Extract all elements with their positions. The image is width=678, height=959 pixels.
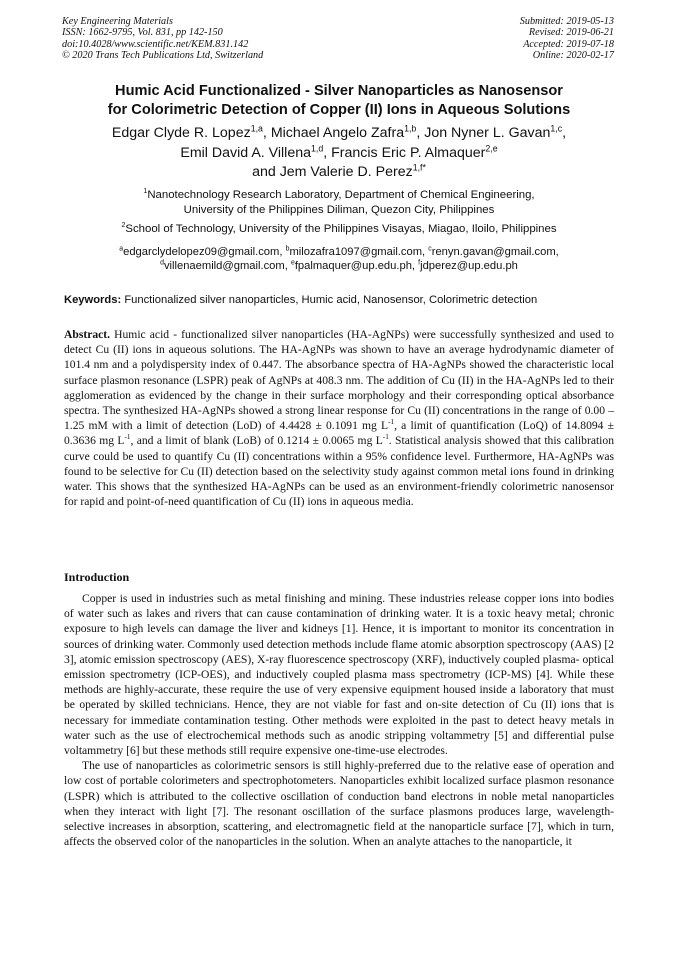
abstract-text-4: . Statistical analysis showed that this calibration curve could be used to quantify Cu (II) concentrations within a 95% confidence level. Furthermore, HA-AgNPs was found to be selective for Cu (II) detection based on the selectivity study against common metal ions found in drinking water. This shows that the synthesized HA-AgNPs can be used as an environment-friendly colorimetric nanosensor for rapid and point-of-need quantification of Cu (II) ions in aqueous media.	[64, 434, 614, 509]
abstract-text-2: , a limit of quantification (LoQ) of 14.8094 ± 0.3636 mg L	[64, 419, 614, 448]
paper-title	[40, 82, 638, 119]
abstract-section	[64, 327, 614, 509]
author-affiliation-mark: 1,f*	[412, 162, 426, 173]
email-link[interactable]: villenaemild@gmail.com	[163, 260, 285, 272]
email-mark: a	[119, 245, 124, 253]
journal-info	[62, 16, 263, 62]
email-mark: c	[428, 245, 432, 253]
doi-line[interactable]: doi:10.4028/www.scientific.net/KEM.831.142	[62, 38, 249, 50]
email-line-2: $^d$villenaemild@gmail.com, $^e$fpalmaquer@up.edu.ph, $^f$jdperez@up.edu.ph	[160, 259, 518, 272]
email-line-1: $^a$edgarclydelopez09@gmail.com, $^b$milozafra1097@gmail.com, $^c$renyn.gavan@gmail.com,	[119, 245, 559, 258]
intro-paragraph-1: Copper is used in industries such as metal finishing and mining. These industries release copper ions into bodies of water such as lakes and rivers that can cause contamination of drinking water. It is a toxic heavy metal; chronic exposure to high levels can damage the liver and kidneys [1]. Hence, it is important to monitor its concentration in sources of drinking water. Commonly used detection methods include flame atomic absorption spectroscopy (AAS) [2 3], atomic emission spectroscopy (AES), X-ray fluorescence spectroscopy (XRF), inductively coupled plasma- optical emission spectrometry (ICP-OES), and inductively coupled plasma mass spectrometry (ICP-MS) [4]. While these methods are highly-accurate, these require the use of very expensive equipment housed inside a laboratory that must be operated by skilled technicians. Hence, they are not viable for fast and on-site detection of Cu (II) ions that is necessary for immediate contamination testing. Other methods were exploited in the past to detect heavy metals in water such as the use of electrochemical methods such as anodic stripping voltammetry [5] and differential pulse voltammetry [6] but these methods still require expensive one-time-use electrodes.	[64, 592, 614, 758]
affiliation-mark: 2	[121, 222, 126, 230]
email-mark: e	[290, 259, 295, 267]
email-link[interactable]: milozafra1097@gmail.com	[289, 246, 423, 258]
author-affiliation-mark: 1,c	[550, 123, 563, 134]
author-line-3	[40, 163, 638, 183]
introduction-heading: Introduction	[64, 570, 130, 584]
author-affiliation-mark: 1,b	[404, 123, 417, 134]
author-affiliation-mark: 2,e	[485, 142, 498, 153]
author-separator: ,	[262, 125, 271, 141]
keywords-text: Functionalized silver nanoparticles, Humic acid, Nanosensor, Colorimetric detection	[124, 294, 538, 306]
affiliation-2-line-1	[40, 222, 638, 237]
issn-line: ISSN: 1662-9795, Vol. 831, pp 142-150	[62, 27, 223, 39]
journal-name: Key Engineering Materials	[62, 16, 173, 27]
affiliation-text: Nanotechnology Research Laboratory, Department of Chemical Engineering,	[147, 189, 535, 201]
affiliation-text: School of Technology, University of the Philippines Visayas, Miagao, Iloilo, Philippines	[125, 223, 557, 235]
author-separator: ,	[416, 125, 425, 141]
email-link[interactable]: edgarclydelopez09@gmail.com	[123, 246, 280, 258]
introduction-body	[64, 591, 614, 849]
email-link[interactable]: jdperez@up.edu.ph	[420, 260, 518, 272]
affiliation-2	[40, 222, 638, 237]
author-emails	[40, 245, 638, 273]
publication-dates	[520, 16, 614, 62]
title-line-2: for Colorimetric Detection of Copper (II) Ions in Aqueous Solutions	[107, 101, 571, 118]
copyright-line: © 2020 Trans Tech Publications Ltd, Switzerland	[62, 50, 264, 62]
unit-exponent: -1	[388, 418, 395, 427]
author-name: and Jem Valerie D. Perez	[252, 164, 413, 181]
author-separator: ,	[323, 144, 332, 161]
email-mark: d	[160, 259, 164, 267]
abstract-text-3: , and a limit of blank (LoB) of 0.1214 ± 0.0065 mg L	[130, 434, 383, 448]
author-name: Emil David A. Villena	[180, 144, 311, 161]
author-name: Jon Nyner L. Gavan	[424, 125, 551, 141]
email-mark: b	[285, 245, 290, 253]
email-mark: f	[418, 259, 421, 267]
email-link[interactable]: renyn.gavan@gmail.com	[431, 246, 556, 258]
abstract-text-1: Humic acid - functionalized silver nanoparticles (HA-AgNPs) were successfully synthesized and used to detect Cu (II) ions in aqueous solutions. The HA-AgNPs was shown to have an average hydrodynamic diameter of 101.4 nm and a polydispersity index of 0.447. The absorbance spectra of HA-AgNPs showed the characteristic local surface plasmon resonance (LSPR) peak of AgNPs at 408.3 nm. The addition of Cu (II) in the HA-AgNPs led to their agglomeration as evidenced by the change in their surface morphology and their corresponding optical absorbance spectra. The synthesized HA-AgNPs showed a strong linear response for Cu (II) concentrations in the range of 0.00 – 1.25 mM with a limit of detection (LoD) of 4.4428 ± 0.1091 mg L	[64, 328, 614, 433]
author-separator: ,	[562, 125, 567, 141]
author-affiliation-mark: 1,d	[311, 142, 324, 153]
author-line-1	[40, 124, 638, 144]
author-line-2	[40, 144, 638, 164]
accepted-date: Accepted: 2019-07-18	[523, 38, 614, 50]
submitted-date: Submitted: 2019-05-13	[519, 16, 614, 27]
intro-paragraph-2: The use of nanoparticles as colorimetric sensors is still highly-preferred due to the relative ease of operation and low cost of portable colorimeters and spectrophotometers. Nanoparticles exhibit localized surface plasmon resonance (LSPR) which is attributed to the collective oscillation of conduction band electrons in noble metal nanoparticles when they interact with light [7]. The resonant oscillation of the surface plasmons produces large, wavelength-selective increases in absorption, scattering, and electromagnetic field at the nanoparticle surface [7], which in turn, affects the observed color of the nanoparticles in the solution. When an analyte attaches to the nanoparticle, it	[64, 759, 614, 849]
author-name: Edgar Clyde R. Lopez	[111, 125, 251, 141]
unit-exponent: -1	[124, 433, 131, 442]
author-name: Michael Angelo Zafra	[270, 125, 405, 141]
author-affiliation-mark: 1,a	[250, 123, 263, 134]
affiliation-1	[40, 188, 638, 218]
keywords-label: Keywords:	[64, 294, 122, 306]
revised-date: Revised: 2019-06-21	[528, 27, 614, 39]
unit-exponent: -1	[382, 433, 389, 442]
author-list	[40, 124, 638, 183]
email-link[interactable]: fpalmaquer@up.edu.ph	[294, 260, 412, 272]
title-line-1: Humic Acid Functionalized - Silver Nanoparticles as Nanosensor	[115, 83, 563, 99]
affiliation-1-line-2: University of the Philippines Diliman, Quezon City, Philippines	[183, 204, 495, 216]
keywords-line	[64, 293, 624, 307]
online-date: Online: 2020-02-17	[532, 50, 614, 62]
abstract-label: Abstract.	[64, 328, 111, 341]
affiliation-1-line-1	[40, 188, 638, 203]
author-name: Francis Eric P. Almaquer	[331, 144, 486, 161]
affiliation-mark: 1	[143, 188, 148, 196]
